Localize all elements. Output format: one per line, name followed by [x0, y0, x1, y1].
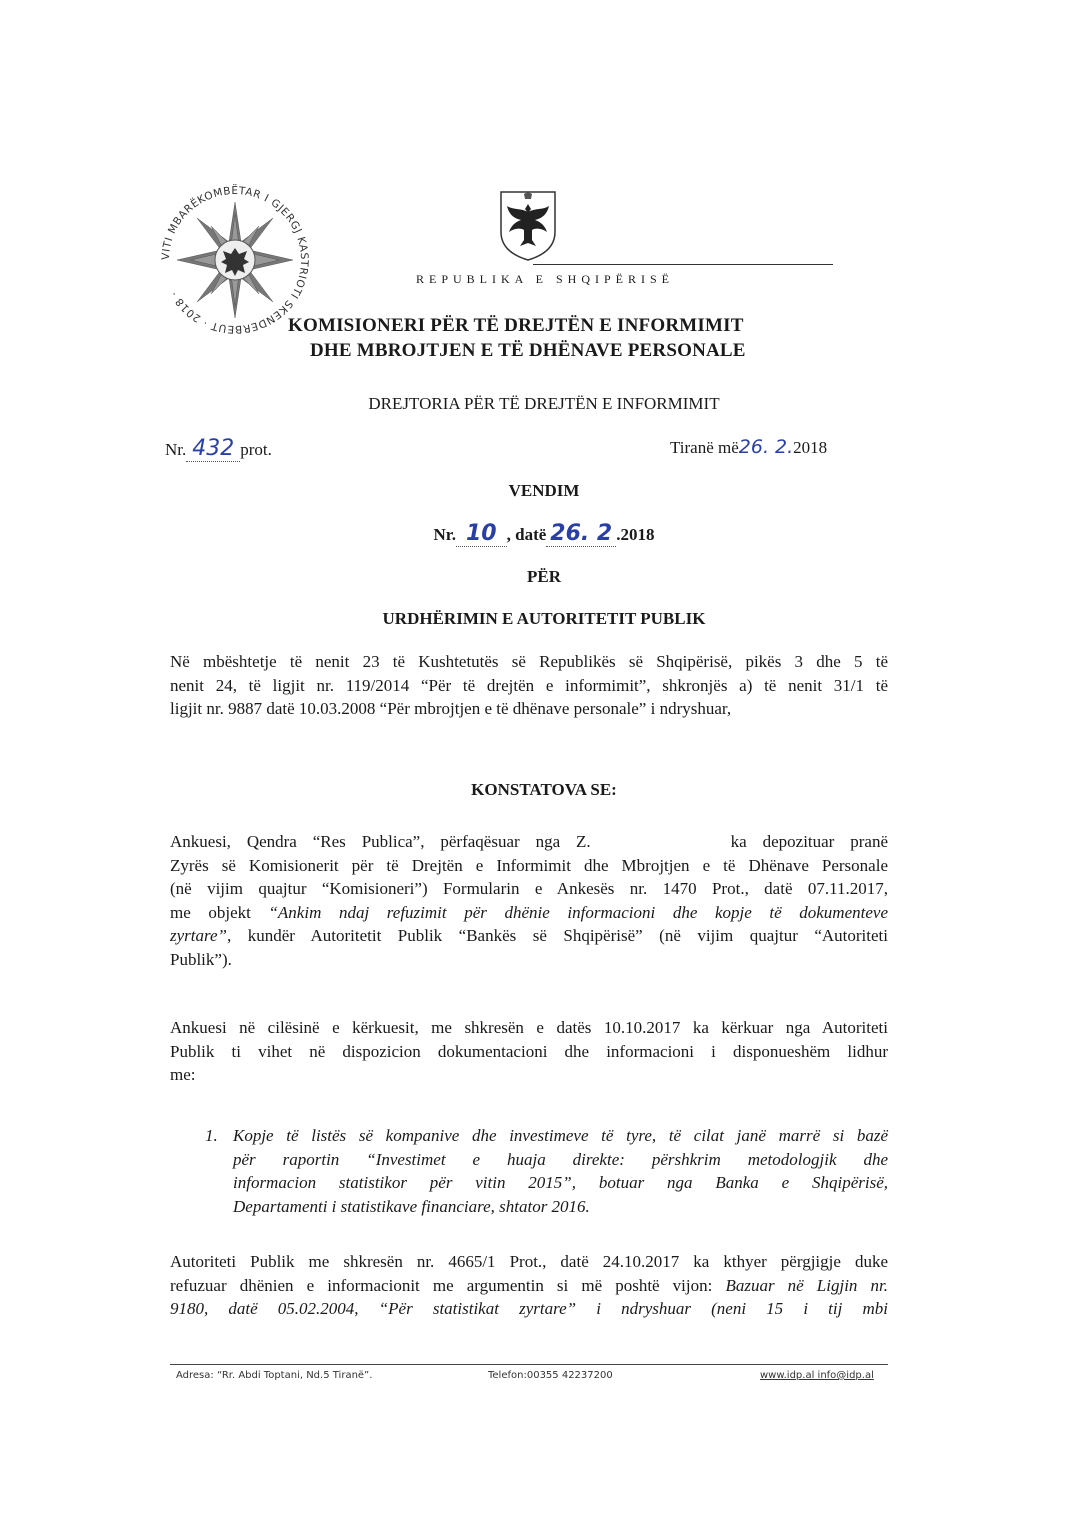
directorate-name: DREJTORIA PËR TË DREJTËN E INFORMIMIT [368, 394, 720, 413]
complaint-line: (në vijim quajtur “Komisioneri”) Formularin e Ankesës nr. 1470 Prot., datë 07.11.2017, [170, 879, 888, 898]
requested-item-1 [205, 1124, 888, 1218]
complaint-paragraph [170, 830, 888, 971]
republic-label: REPUBLIKA E SHQIPËRISË [415, 272, 674, 286]
footer-divider [170, 1364, 888, 1365]
place-and-date [670, 436, 827, 458]
request-line: Ankuesi në cilësinë e kërkuesit, me shkresën e datës 10.10.2017 ka kërkuar nga Autoriteti [170, 1018, 888, 1037]
prot-suffix: prot. [240, 440, 272, 459]
complaint-object-italic: “Ankim ndaj refuzimit për dhënie informacioni dhe kopje të dokumenteve [268, 902, 888, 922]
footer-address: Adresa: “Rr. Abdi Toptani, Nd.5 Tiranë”. [176, 1370, 373, 1381]
organization-name-line1: KOMISIONERI PËR TË DREJTËN E INFORMIMIT [288, 315, 744, 336]
footer-website-link[interactable]: www.idp.al info@idp.al [760, 1370, 874, 1381]
request-line: me: [170, 1065, 196, 1084]
date-year: 2018 [793, 438, 828, 457]
complaint-text: , kundër Autoritetit Publik “Bankës së Shqipërisë” (në vijim quajtur “Autoriteti [227, 926, 888, 945]
response-text: refuzuar dhënien e informacionit me argumentin si më poshtë vijon: [170, 1275, 726, 1295]
decision-number-date [0, 521, 1088, 546]
complaint-line: Zyrës së Komisionerit për të Drejtën e Informimit dhe Mbrojtjen e të Dhënave Personale [170, 855, 888, 875]
complaint-text: ka depozituar pranë [730, 832, 889, 851]
item-number: 1. [205, 1126, 218, 1145]
decision-date-label: , datë [506, 525, 547, 544]
response-line: 9180, datë 05.02.2004, “Për statistikat zyrtare” i ndryshuar (neni 15 i tij mbi [170, 1299, 888, 1318]
decision-subject: URDHËRIMIN E AUTORITETIT PUBLIK [382, 609, 706, 628]
decision-nr-value: 10 [456, 521, 507, 547]
complaint-line [170, 924, 888, 948]
decision-title: VENDIM [508, 481, 580, 500]
complaint-line: Publik”). [170, 949, 232, 969]
preamble-line: Në mbështetje të nenit 23 të Kushtetutës së Republikës së Shqipërisë, pikës 3 dhe 5 të [170, 652, 888, 671]
place-label: Tiranë më [670, 438, 739, 457]
protocol-number-value: 432 [186, 436, 240, 462]
coat-of-arms-icon [497, 188, 559, 262]
decision-handwritten-date: 26. 2 [546, 521, 616, 547]
request-line: Publik ti vihet në dispozicion dokumentacioni dhe informacioni i disponueshëm lidhur [170, 1041, 888, 1061]
item-line: Kopje të listës së kompanive dhe investimeve të tyre, të cilat janë marrë si bazë [233, 1126, 888, 1145]
header-divider [533, 264, 833, 265]
preamble-line: ligjit nr. 9887 datë 10.03.2008 “Për mbrojtjen e të dhënave personale” i ndryshuar, [170, 699, 732, 718]
complaint-text: me objekt [170, 902, 269, 922]
preamble-line: nenit 24, të ligjit nr. 119/2014 “Për të drejtën e informimit”, shkronjës a) të nenit 31/1 të [170, 675, 888, 695]
protocol-number [165, 436, 272, 461]
decision-nr-label: Nr. [433, 525, 456, 544]
item-line: informacion statistikor për vitin 2015”, botuar nga Banka e Shqipërisë, [233, 1173, 888, 1192]
per-heading: PËR [527, 567, 561, 586]
complaint-line [170, 901, 888, 925]
complaint-object-italic: zyrtare” [170, 926, 227, 945]
organization-name-line2: DHE MBROJTJEN E TË DHËNAVE PERSONALE [310, 340, 746, 361]
item-line: Departamenti i statistikave financiare, shtator 2016. [233, 1196, 590, 1216]
konstatova-heading: KONSTATOVA SE: [471, 780, 617, 799]
complaint-text: Ankuesi, Qendra “Res Publica”, përfaqësuar nga Z. [170, 832, 591, 851]
item-line: për raportin “Investimet e huaja direkte: përshkrim metodologjik dhe [233, 1149, 888, 1169]
nr-label: Nr. [165, 440, 187, 459]
response-paragraph [170, 1250, 888, 1321]
seal-text: VITI MBARËKOMBËTAR I GJERGJ KASTRIOTI SKENDERBEUT · 2018 · [159, 184, 311, 336]
complaint-line [170, 830, 888, 854]
request-paragraph [170, 1016, 888, 1087]
handwritten-date: 26. 2. [738, 436, 794, 458]
footer-phone: Telefon:00355 42237200 [488, 1370, 613, 1381]
response-line: Autoriteti Publik me shkresën nr. 4665/1 Prot., datë 24.10.2017 ka kthyer përgjigje duke [170, 1252, 888, 1271]
preamble-paragraph [170, 650, 888, 721]
response-italic: Bazuar në Ligjin nr. [725, 1275, 888, 1295]
response-line [170, 1274, 888, 1298]
decision-year: .2018 [616, 525, 655, 544]
